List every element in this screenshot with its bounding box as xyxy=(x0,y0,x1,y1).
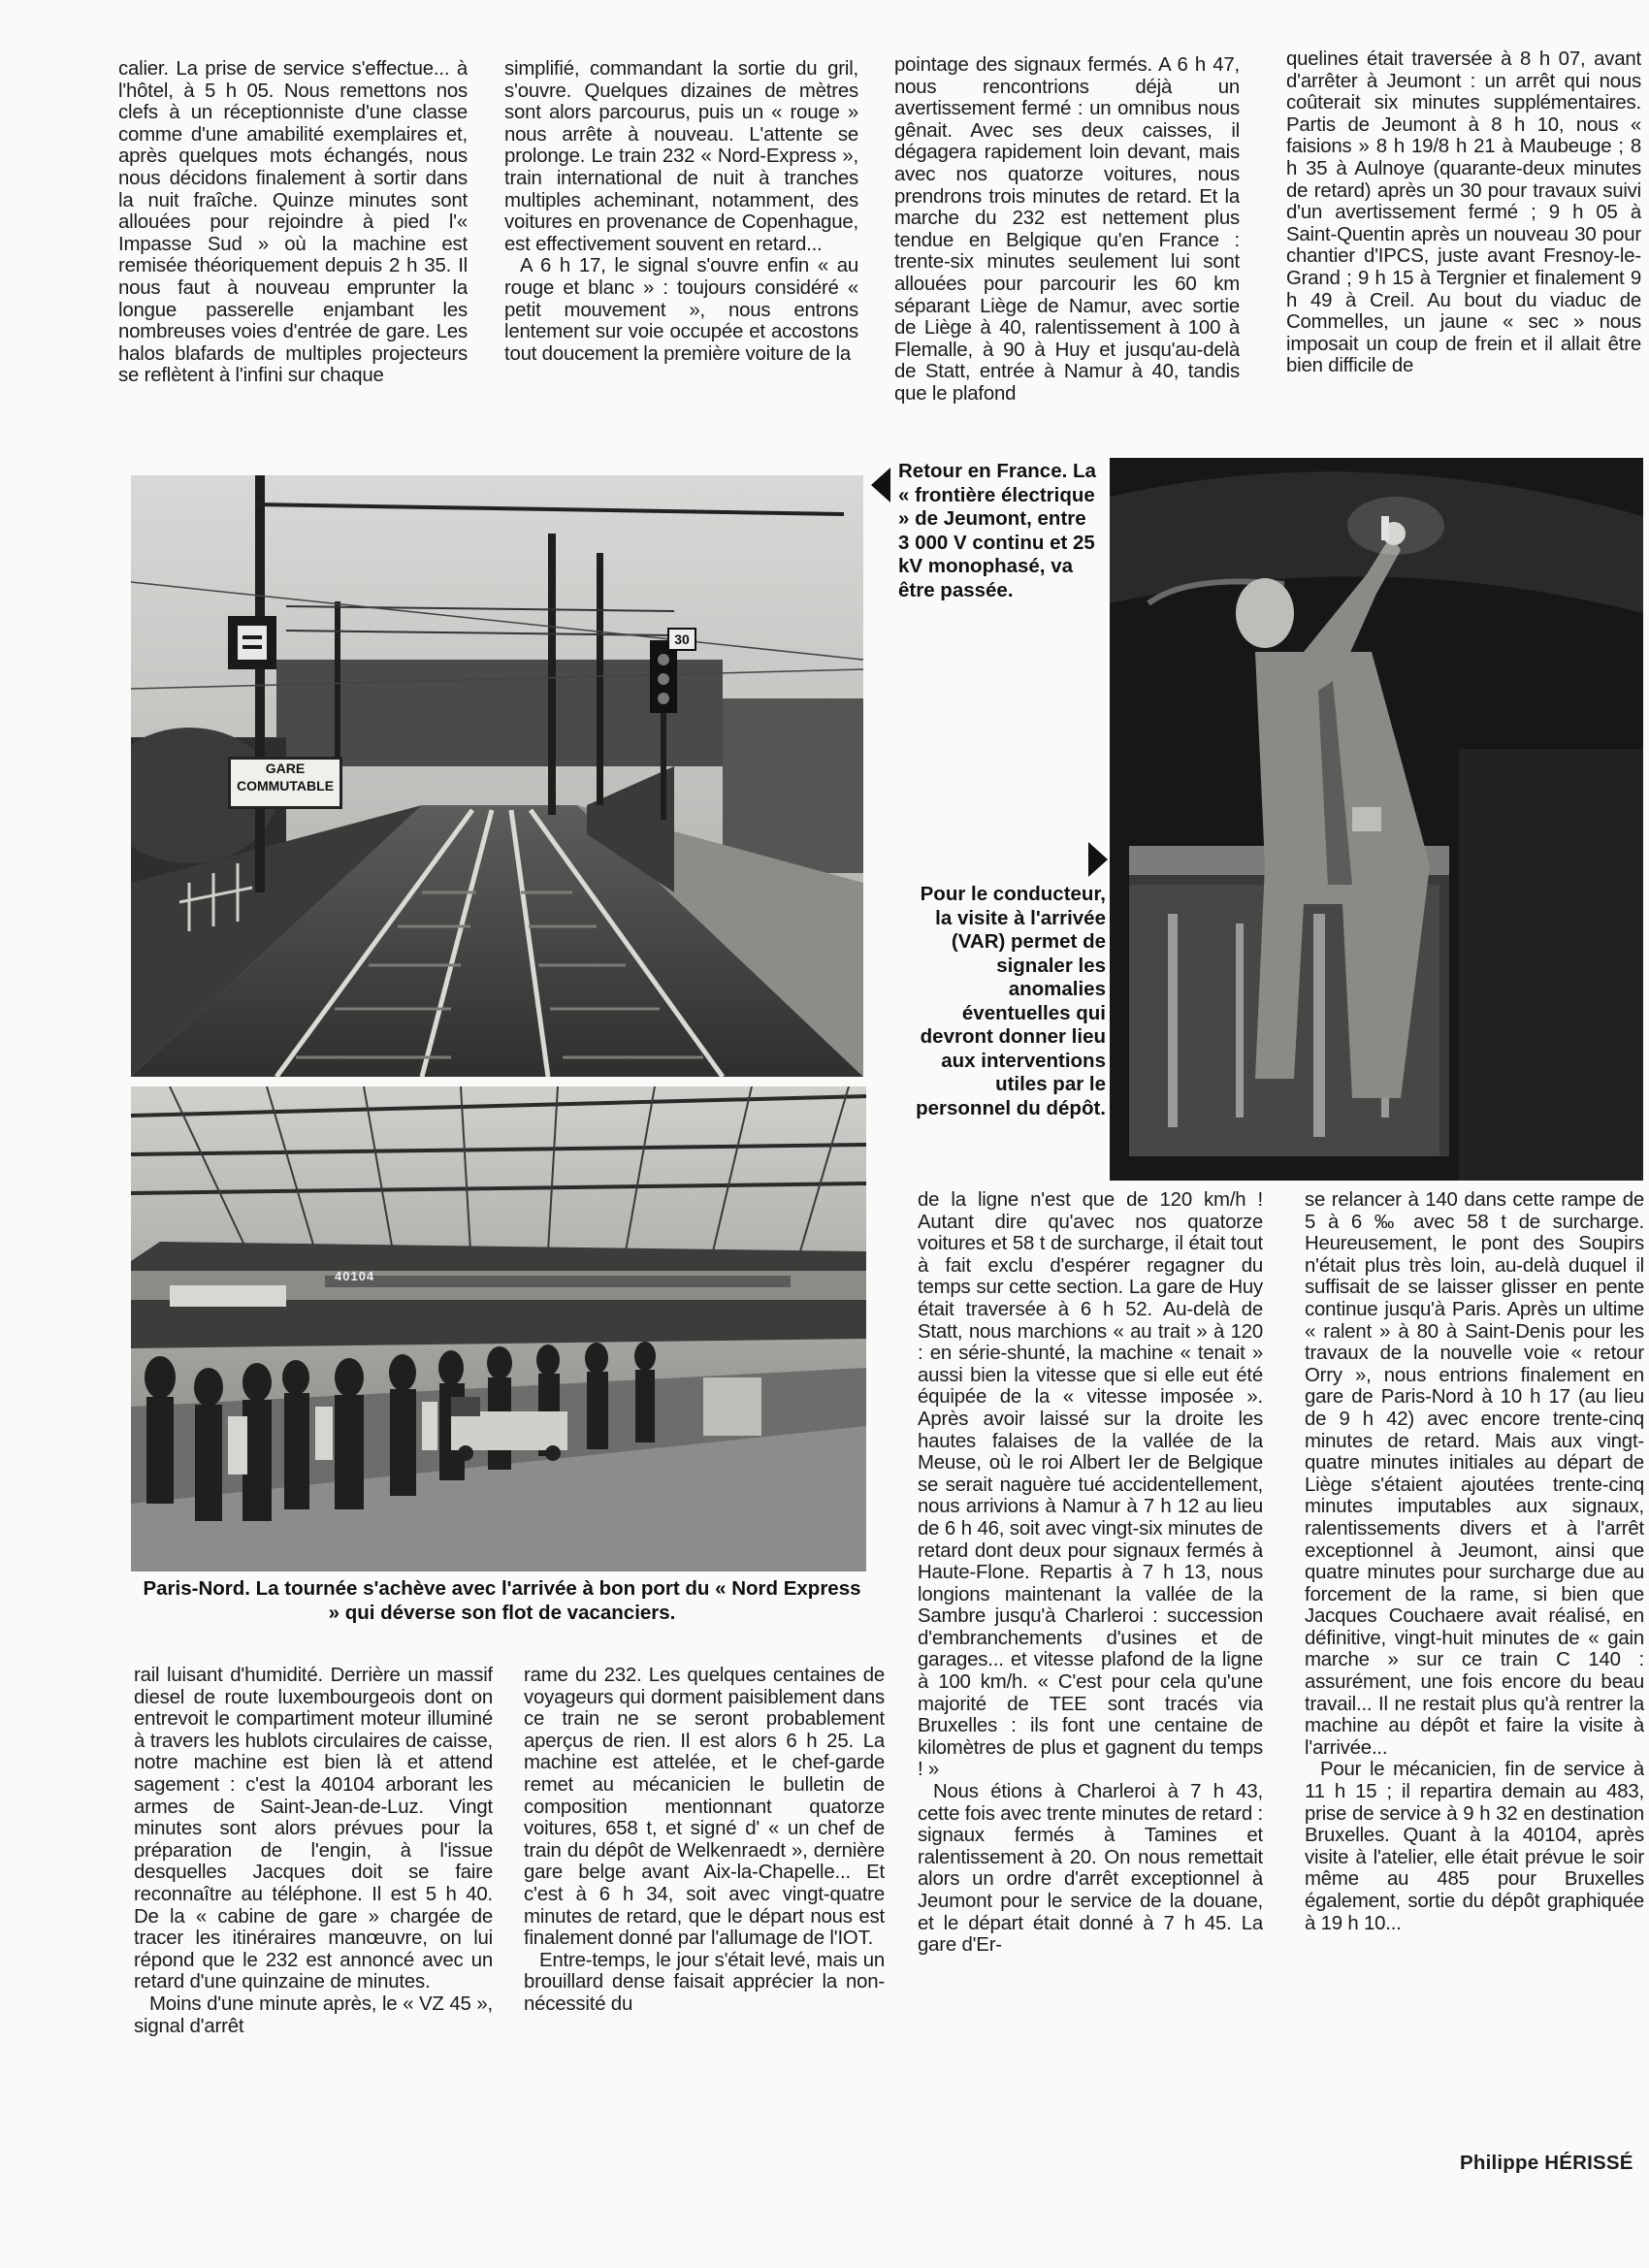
article-column-4-bottom xyxy=(1305,1189,1644,2135)
paragraph: rail luisant d'humidité. Derrière un massif diesel de route luxembourgeois dont on entrevoit le compartiment moteur illuminé à travers les hublots circulaires de caisse, notre machine est bien là et attend sagement : c'est la 40104 arborant les armes de Saint-Jean-de-Luz. Vingt minutes sont alors prévues pour la préparation de l'engin, à l'issue desquelles Jacques doit se faire reconnaître au téléphone. Il est 5 h 40. De la « cabine de gare » chargée de tracer les itinéraires manœuvre, on lui répond que le 232 est annoncé avec un retard d'une quinzaine de minutes. xyxy=(134,1665,493,1993)
paragraph: calier. La prise de service s'effectue... à l'hôtel, à 5 h 05. Nous remettons nos clefs à un réceptionniste d'une classe comme d'une amabilité exemplaires et, après quelques mots échangés, nous nous décidons finalement à sortir dans la nuit fraîche. Quinze minutes sont allouées pour rejoindre à pied l'« Impasse Sud » où la machine est remisée théoriquement depuis 2 h 35. Il nous faut à nouveau emprunter la longue passerelle enjambant les nombreuses voies d'entrée de gare. Les halos blafards de multiples projecteurs se reflètent à l'infini sur chaque xyxy=(118,58,468,387)
caption-arrow-right-icon xyxy=(1088,842,1108,877)
paragraph: Moins d'une minute après, le « VZ 45 », signal d'arrêt xyxy=(134,1993,493,2037)
photo-var-inspection xyxy=(1110,458,1643,1181)
article-column-1-top xyxy=(118,58,468,458)
paragraph: de la ligne n'est que de 120 km/h ! Autant dire qu'avec nos quatorze voitures et 58 t de surcharge, il était tout à fait exclu d'espérer regagner du temps sur cette section. La gare de Huy était traversée à 6 h 52. Au-delà de Statt, nous marchions « au trait » à 120 : en série-shunté, la machine « tenait » aussi bien la vitesse que si elle eut été équipée de la « vitesse imposée ». Après avoir laissé sur la droite les hautes falaises de la vallée de la Meuse, où le roi Albert Ier de Belgique se serait naguère tué accidentellement, nous arrivions à Namur à 7 h 12 au lieu de 6 h 46, soit avec vingt-six minutes de retard dont deux pour signaux fermés à Haute-Flone. Repartis à 7 h 13, nous longions maintenant la vallée de la Sambre jusqu'à Charleroi : succession d'embranchements d'usines et de garages... et vitesse plafond de la ligne à 100 km/h. « C'est pour cela qu'une majorité de TEE sont tracés via Bruxelles : ils font une centaine de kilomètres de plus et gagnent du temps ! » xyxy=(918,1189,1263,1781)
photo-jeumont-tracks xyxy=(131,475,863,1077)
paragraph: Pour le mécanicien, fin de service à 11 h 15 ; il repartira demain au 483, prise de service à 9 h 32 en destination Bruxelles. Quant à la 40104, après visite à l'atelier, elle était prévue le soir même au 485 pour Bruxelles également, sortie du dépôt graphiquée à 19 h 10... xyxy=(1305,1759,1644,1934)
paragraph: Entre-temps, le jour s'était levé, mais un brouillard dense faisait apprécier la non-nécessité du xyxy=(524,1949,885,2015)
article-column-3-top xyxy=(894,54,1240,454)
photo-paris-nord xyxy=(131,1086,866,1571)
station-sign-line-2: COMMUTABLE xyxy=(236,778,335,794)
article-column-1-bottom xyxy=(134,1665,493,2161)
caption-retour-en-france: Retour en France. La « frontière électrique » de Jeumont, entre 3 000 V continu et 25 kV monophasé, va être passée. xyxy=(898,460,1096,601)
article-column-2-top xyxy=(504,58,858,458)
article-column-2-bottom xyxy=(524,1665,885,2161)
caption-var: Pour le conducteur, la visite à l'arrivée (VAR) permet de signaler les anomalies éventuelles qui devront donner lieu aux interventions utiles par le personnel du dépôt. xyxy=(916,883,1106,1119)
article-column-3-bottom xyxy=(918,1189,1263,2135)
speed-board: 30 xyxy=(667,628,696,651)
paragraph: pointage des signaux fermés. A 6 h 47, nous rencontrions déjà un avertissement fermé : un omnibus nous gênait. Avec ses deux caisses, il dégagera rapidement loin devant, mais avec nos quatorze voitures, nous prendrons trois minutes de retard. Et la marche du 232 est nettement plus tendue en Belgique qu'en France : trente-six minutes seulement lui sont allouées pour parcourir les 60 km séparant Liège de Namur, avec sortie de Liège à 40, ralentissement à 100 à Flemalle, à 90 à Huy et jusqu'au-delà de Statt, entrée à Namur à 40, tandis que le plafond xyxy=(894,54,1240,405)
paragraph: rame du 232. Les quelques centaines de voyageurs qui dorment paisiblement dans ce train ne se seront probablement aperçus de rien. Il est alors 6 h 25. La machine est attelée, et le chef-garde remet au mécanicien le bulletin de composition mentionnant quatorze voitures, 658 t, et signé d' « un chef de train du dépôt de Welkenraedt », dernière gare belge avant Aix-la-Chapelle... Et c'est à 6 h 34, soit avec vingt-quatre minutes de retard, que le départ nous est finalement donné par l'allumage de l'IOT. xyxy=(524,1665,885,1950)
photo-var-drawing xyxy=(1110,458,1643,1181)
paragraph: simplifié, commandant la sortie du gril, s'ouvre. Quelques dizaines de mètres sont alors parcourus, puis un « rouge » nous arrête à nouveau. L'attente se prolonge. Le train 232 « Nord-Express », train international de nuit à tranches multiples acheminant, notamment, des voitures en provenance de Copenhague, est effectivement souvent en retard... xyxy=(504,58,858,255)
author-signature: Philippe HÉRISSÉ xyxy=(1460,2152,1633,2174)
loco-number: 40104 xyxy=(335,1269,375,1283)
paragraph: se relancer à 140 dans cette rampe de 5 à 6 ‰ avec 58 t de surcharge. Heureusement, le pont des Soupirs n'était plus très loin, au-delà duquel il suffisait de se laisser glisser en pente continue jusqu'à Paris. Après un ultime « ralent » à 80 à Saint-Denis pour les travaux de la nouvelle voie « retour Orry », nous entrions finalement en gare de Paris-Nord à 10 h 17 (au lieu de 9 h 42) avec encore trente-cinq minutes de retard. Mais aux vingt-quatre minutes initiales au départ de Liège s'étaient ajoutées trente-cinq minutes imputables aux signaux, ralentissements divers et à l'arrêt exceptionnel à Jeumont, ainsi que quatre minutes pour surcharge due au forcement de la rame, si bien que Jacques Couchaere avait réalisé, en définitive, vingt-huit minutes de « gain marche » sur ce train C 140 : assurément, une fois encore du beau travail... Il ne restait plus qu'à rentrer la machine au dépôt et faire la visite à l'arrivée... xyxy=(1305,1189,1644,1759)
paragraph: A 6 h 17, le signal s'ouvre enfin « au rouge et blanc » : toujours considéré « petit mouvement », nous entrons lentement sur voie occupée et accostons tout doucement la première voiture de la xyxy=(504,255,858,365)
paragraph: Nous étions à Charleroi à 7 h 43, cette fois avec trente minutes de retard : signaux fermés à Tamines et ralentissement à 20. On nous remettait alors un ordre d'arrêt exceptionnel à Jeumont pour le service de la douane, et le départ était donné à 7 h 45. La gare d'Er- xyxy=(918,1781,1263,1957)
paragraph: quelines était traversée à 8 h 07, avant d'arrêter à Jeumont : un arrêt qui nous coûterait six minutes supplémentaires. Partis de Jeumont à 8 h 10, nous « faisions » 8 h 19/8 h 21 à Maubeuge ; 8 h 35 à Aulnoye (quarante-deux minutes de retard) après un 30 pour travaux suivi d'un avertissement fermé ; 9 h 05 à Saint-Quentin après un nouveau 30 pour chantier d'IPCS, juste avant Fresnoy-le-Grand ; 9 h 15 à Tergnier et finalement 9 h 49 à Creil. Au bout du viaduc de Commelles, un jaune « sec » nous imposait un coup de frein et il allait être bien difficile de xyxy=(1286,49,1641,377)
caption-arrow-left-icon xyxy=(871,468,890,502)
article-column-4-top xyxy=(1286,49,1641,448)
photo-paris-nord-drawing xyxy=(131,1086,866,1571)
station-sign-line-1: GARE xyxy=(265,761,306,776)
caption-paris-nord: Paris-Nord. La tournée s'achève avec l'arrivée à bon port du « Nord Express » qui déverse son flot de vacanciers. xyxy=(143,1577,861,1624)
station-sign xyxy=(228,757,342,809)
